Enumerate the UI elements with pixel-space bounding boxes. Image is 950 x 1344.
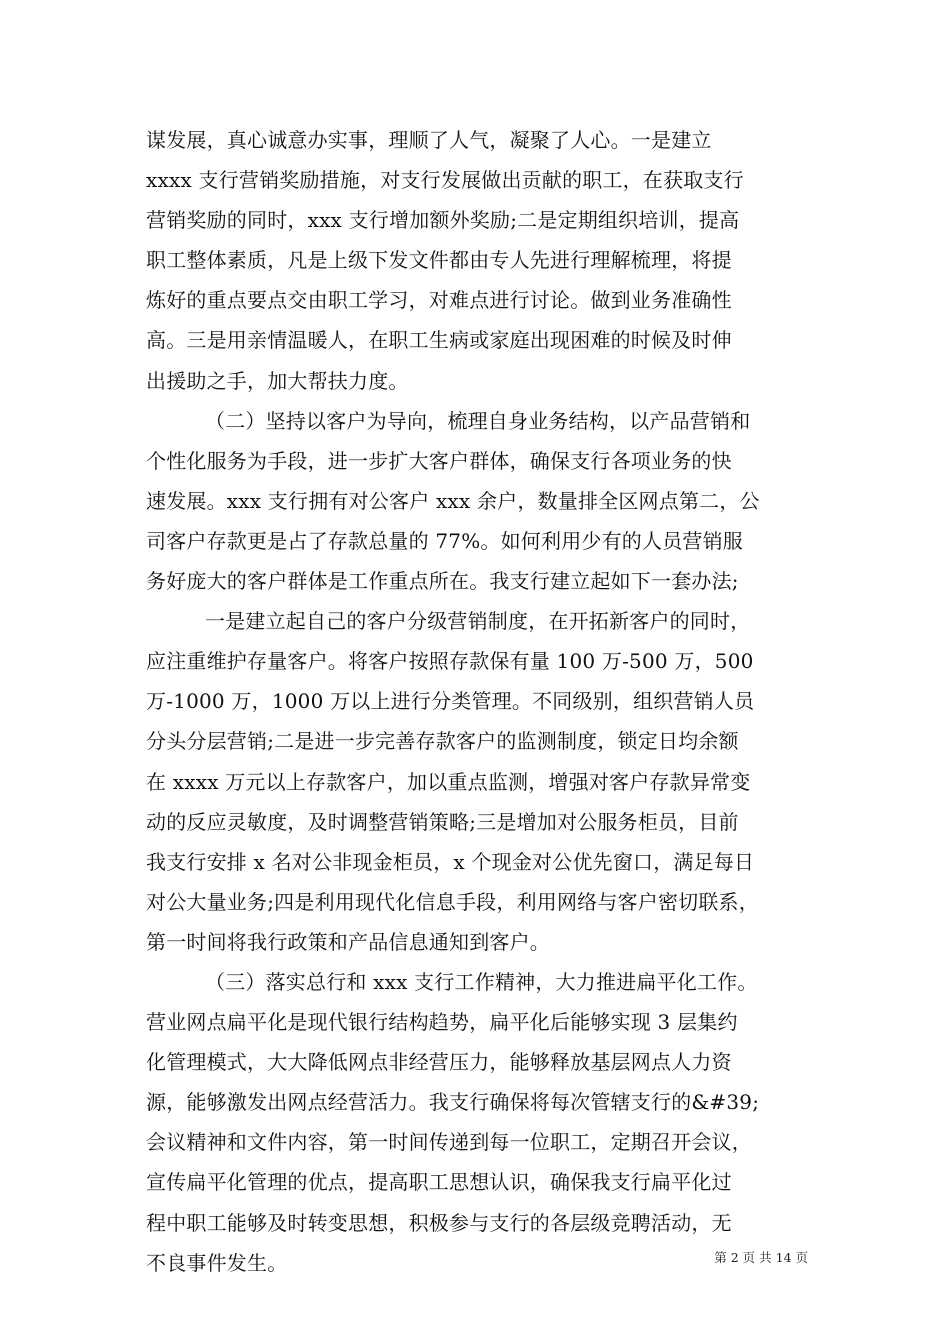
body-line: 应注重维护存量客户。将客户按照存款保有量 100 万-500 万，500 (146, 649, 754, 674)
section-heading-2: （二）坚持以客户为导向，梳理自身业务结构，以产品营销和 (205, 408, 751, 433)
body-line: 分头分层营销;二是进一步完善存款客户的监测制度，锁定日均余额 (146, 729, 739, 754)
body-line: 不良事件发生。 (146, 1250, 288, 1275)
body-line: 速发展。xxx 支行拥有对公客户 xxx 余户，数量排全区网点第二，公 (146, 488, 760, 513)
body-line: 务好庞大的客户群体是工作重点所在。我支行建立起如下一套办法; (146, 569, 739, 594)
body-line: 宣传扁平化管理的优点，提高职工思想认识，确保我支行扁平化过 (146, 1170, 732, 1195)
paragraph-start: 一是建立起自己的客户分级营销制度，在开拓新客户的同时， (205, 609, 751, 634)
body-line: 营业网点扁平化是现代银行结构趋势，扁平化后能够实现 3 层集约 (146, 1010, 738, 1035)
body-line: 第一时间将我行政策和产品信息通知到客户。 (146, 929, 550, 954)
document-body (146, 120, 822, 1283)
body-line: 源，能够激发出网点经营活力。我支行确保将每次管辖支行的&#39; (146, 1090, 760, 1115)
body-line: 化管理模式，大大降低网点非经营压力，能够释放基层网点人力资 (146, 1050, 732, 1075)
body-line: 万-1000 万，1000 万以上进行分类管理。不同级别，组织营销人员 (146, 689, 755, 714)
body-line: 会议精神和文件内容，第一时间传递到每一位职工，定期召开会议， (146, 1130, 752, 1155)
body-line: 炼好的重点要点交由职工学习，对难点进行讨论。做到业务准确性 (146, 288, 732, 313)
body-line: 职工整体素质，凡是上级下发文件都由专人先进行理解梳理，将提 (146, 248, 732, 273)
body-line: 营销奖励的同时，xxx 支行增加额外奖励;二是定期组织培训，提高 (146, 208, 740, 233)
page-number: 第 2 页 共 14 页 (714, 1250, 808, 1265)
body-line: 谋发展，真心诚意办实事，理顺了人气，凝聚了人心。一是建立 (146, 128, 712, 152)
body-line: xxxx 支行营销奖励措施，对支行发展做出贡献的职工，在获取支行 (146, 168, 744, 193)
body-line: 司客户存款更是占了存款总量的 77%。如何利用少有的人员营销服 (146, 528, 744, 553)
body-line: 个性化服务为手段，进一步扩大客户群体，确保支行各项业务的快 (146, 448, 732, 473)
body-line: 动的反应灵敏度，及时调整营销策略;三是增加对公服务柜员，目前 (146, 809, 739, 834)
body-line: 在 xxxx 万元以上存款客户，加以重点监测，增强对客户存款异常变 (146, 769, 751, 794)
body-line: 我支行安排 x 名对公非现金柜员，x 个现金对公优先窗口，满足每日 (146, 849, 755, 874)
section-heading-3: （三）落实总行和 xxx 支行工作精神，大力推进扁平化工作。 (205, 969, 758, 994)
body-line: 程中职工能够及时转变思想，积极参与支行的各层级竞聘活动，无 (146, 1210, 732, 1235)
body-line: 对公大量业务;四是利用现代化信息手段，利用网络与客户密切联系， (146, 889, 759, 914)
body-line: 出援助之手，加大帮扶力度。 (146, 368, 409, 393)
body-line: 高。三是用亲情温暖人，在职工生病或家庭出现困难的时候及时伸 (146, 328, 732, 353)
